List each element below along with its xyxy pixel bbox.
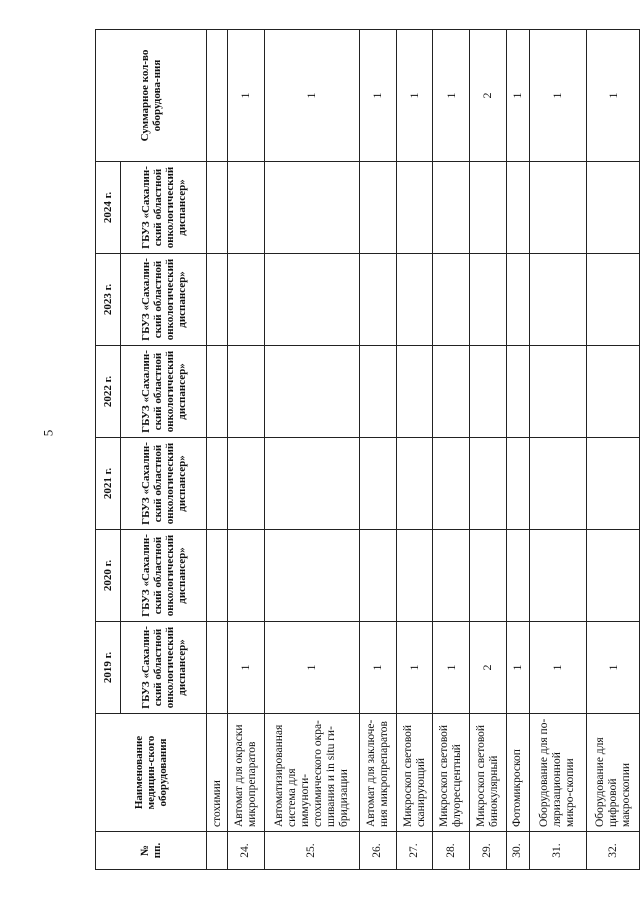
table-row <box>227 30 264 870</box>
row-total: 1 <box>506 30 529 162</box>
row-total: 1 <box>529 30 586 162</box>
header-year-2023: 2023 г. <box>96 254 121 346</box>
row-num: 24. <box>227 832 264 870</box>
row-2019: 1 <box>227 622 264 714</box>
header-org: ГБУЗ «Сахалин-ский областной онкологический диспансер» <box>121 438 207 530</box>
header-row-years <box>96 30 121 870</box>
header-org: ГБУЗ «Сахалин-ский областной онкологический диспансер» <box>121 346 207 438</box>
row-name: Автоматизированная система для иммуноги-стохимического окра-шивания и in situ ги-бридизации <box>264 714 359 832</box>
row-num: 30. <box>506 832 529 870</box>
header-name: Наименование медицин-ского оборудования <box>96 714 207 832</box>
row-total: 2 <box>470 30 507 162</box>
row-num: 27. <box>396 832 433 870</box>
table-row <box>207 30 228 870</box>
rotated-table-wrapper <box>95 30 640 870</box>
row-2019: 1 <box>529 622 586 714</box>
row-2019: 1 <box>359 622 396 714</box>
table-row <box>470 30 507 870</box>
header-year-2019: 2019 г. <box>96 622 121 714</box>
row-total: 1 <box>433 30 470 162</box>
row-total: 1 <box>264 30 359 162</box>
header-num: № пп. <box>96 832 207 870</box>
row-total: 1 <box>359 30 396 162</box>
row-name: Автомат для окраски микропрепаратов <box>227 714 264 832</box>
row-2019: 1 <box>396 622 433 714</box>
header-org: ГБУЗ «Сахалин-ский областной онкологический диспансер» <box>121 254 207 346</box>
table-row <box>433 30 470 870</box>
row-2019 <box>207 622 228 714</box>
row-num: 26. <box>359 832 396 870</box>
page-number: 5 <box>40 429 56 437</box>
table-row <box>587 30 640 870</box>
row-name: Автомат для заключе-ния микропрепаратов <box>359 714 396 832</box>
header-year-2020: 2020 г. <box>96 530 121 622</box>
row-2019: 1 <box>506 622 529 714</box>
row-2019: 1 <box>264 622 359 714</box>
row-name: стохимии <box>207 714 228 832</box>
equipment-table <box>95 29 640 870</box>
table-row <box>396 30 433 870</box>
header-org: ГБУЗ «Сахалин-ский областной онкологический диспансер» <box>121 622 207 714</box>
row-total: 1 <box>587 30 640 162</box>
row-name: Микроскоп световой бинокулярный <box>470 714 507 832</box>
row-name: Микроскоп световой сканирующий <box>396 714 433 832</box>
row-num: 32. <box>587 832 640 870</box>
row-num: 31. <box>529 832 586 870</box>
row-name: Фотомикроскоп <box>506 714 529 832</box>
row-name: Оборудование для цифровой макроскопии <box>587 714 640 832</box>
row-name: Оборудование для по-ляризационной микро-скопии <box>529 714 586 832</box>
row-total <box>207 30 228 162</box>
row-2019: 2 <box>470 622 507 714</box>
table-row <box>506 30 529 870</box>
header-total: Суммарное кол-во оборудова-ния <box>96 30 207 162</box>
row-2019: 1 <box>587 622 640 714</box>
row-name: Микроскоп световой флуоресцентный <box>433 714 470 832</box>
table-row <box>359 30 396 870</box>
row-num: 25. <box>264 832 359 870</box>
row-num <box>207 832 228 870</box>
row-2019: 1 <box>433 622 470 714</box>
header-year-2021: 2021 г. <box>96 438 121 530</box>
row-total: 1 <box>396 30 433 162</box>
header-year-2024: 2024 г. <box>96 162 121 254</box>
row-total: 1 <box>227 30 264 162</box>
header-org: ГБУЗ «Сахалин-ский областной онкологический диспансер» <box>121 162 207 254</box>
table-row <box>264 30 359 870</box>
table-row <box>529 30 586 870</box>
header-org: ГБУЗ «Сахалин-ский областной онкологический диспансер» <box>121 530 207 622</box>
row-num: 29. <box>470 832 507 870</box>
row-num: 28. <box>433 832 470 870</box>
header-year-2022: 2022 г. <box>96 346 121 438</box>
